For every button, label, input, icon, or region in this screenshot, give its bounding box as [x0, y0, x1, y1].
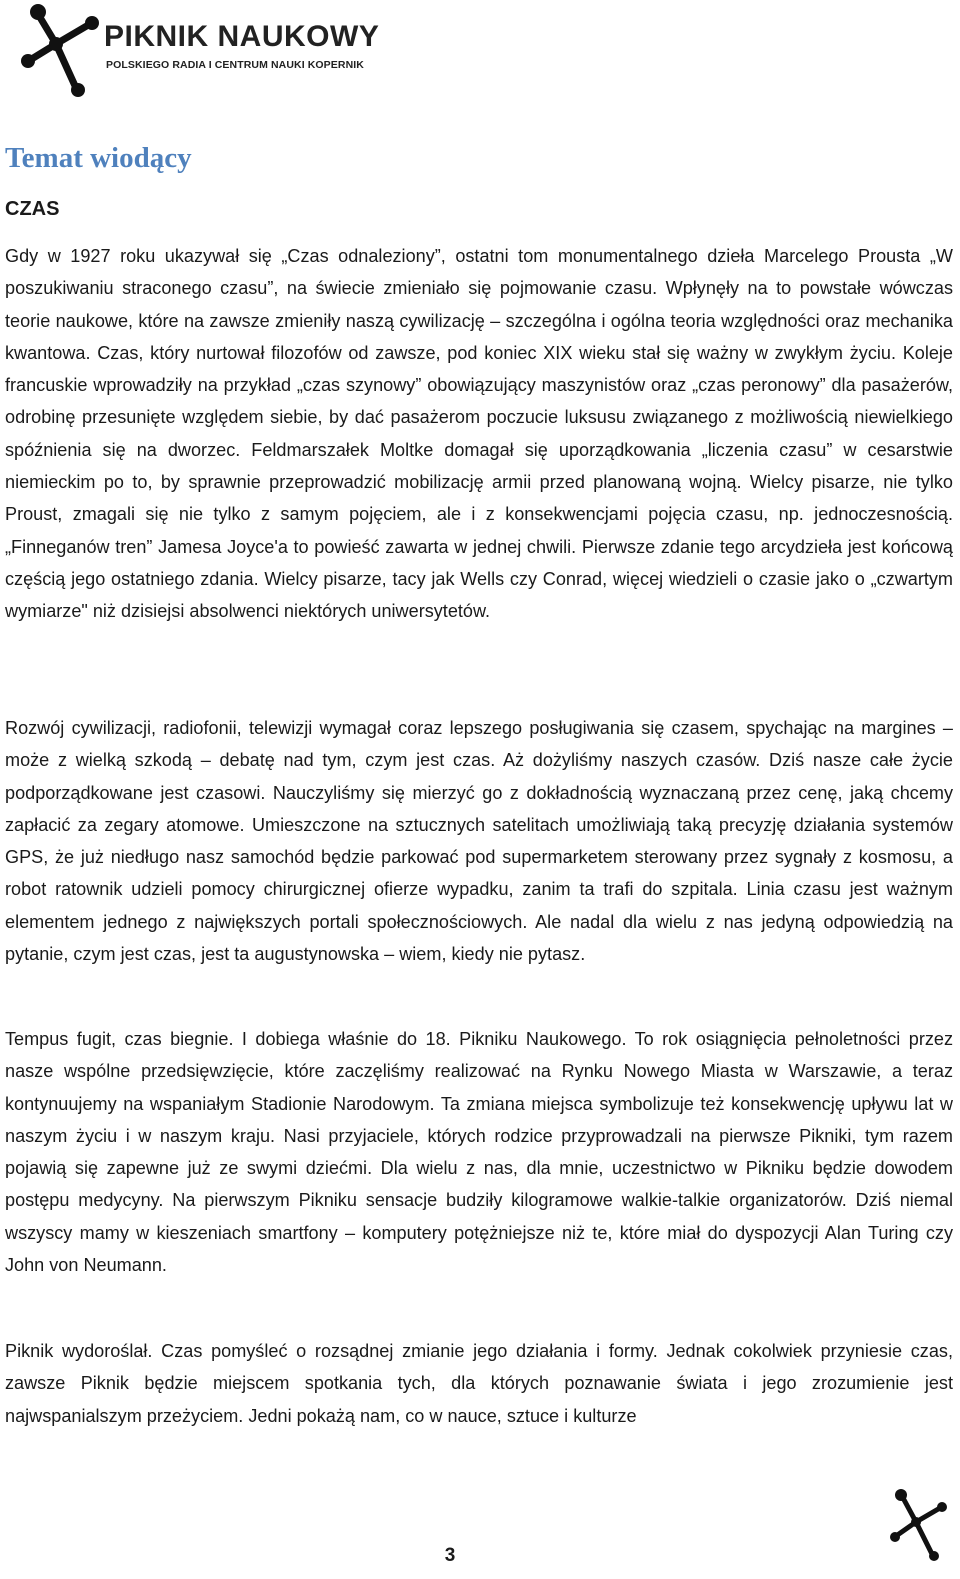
stick-figure-logo-icon	[18, 2, 104, 98]
body-paragraph: Gdy w 1927 roku ukazywał się „Czas odnaleziony”, ostatni tom monumentalnego dzieła Marcelego Prousta „W poszukiwaniu straconego czasu”, na świecie zmieniało się pojmowanie czasu. Wpłynęły na to powstałe wówczas teorie naukowe, które na zawsze zmieniły naszą cywilizację – szczególna i ogólna teoria względności oraz mechanika kwantowa. Czas, który nurtował filozofów od zawsze, pod koniec XIX wieku stał się ważny w zwykłym życiu. Koleje francuskie wprowadziły na przykład „czas szynowy” obowiązujący maszynistów oraz „czas peronowy” dla pasażerów, odrobinę przesunięte względem siebie, by dać pasażerom poczucie luksusu związanego z możliwością niewielkiego spóźnienia się na dworzec. Feldmarszałek Moltke domagał się uporządkowania „liczenia czasu” w cesarstwie niemieckim po to, by sprawnie przeprowadzić mobilizację armii przed planowaną wojną. Wielcy pisarze, nie tylko Proust, zmagali się nie tylko z samym pojęciem, ale i z konsekwencjami pojęcia czasu, np. jednoczesnością. „Finneganów tren” Jamesa Joyce'a to powieść zawarta w jednej chwili. Pierwsze zdanie tego arcydzieła jest końcową częścią jego ostatniego zdania. Wielcy pisarze, tacy jak Wells czy Conrad, więcej wiedzieli o czasie jako o „czwartym wymiarze" niż dzisiejsi absolwenci niektórych uniwersytetów.	[5, 246, 953, 622]
stick-figure-mascot-icon	[888, 1488, 950, 1562]
body-paragraph: Tempus fugit, czas biegnie. I dobiega właśnie do 18. Pikniku Naukowego. To rok osiągnięcia pełnoletności przez nasze wspólne przedsięwzięcie, które zaczęliśmy realizować na Rynku Nowego Miasta w Warszawie, a teraz kontynuujemy na wspaniałym Stadionie Narodowym. Ta zmiana miejsca symbolizuje też konsekwencję upływu lat w naszym życiu i w naszym kraju. Nasi przyjaciele, których rodzice przyprowadzali na pierwsze Pikniki, tym razem pojawią się zapewne już ze swymi dziećmi. Dla wielu z nas, dla mnie, uczestnictwo w Pikniku będzie dowodem postępu medycyny. Na pierwszym Pikniku sensacje budziły kilogramowe walkie-talkie organizatorów. Dziś niemal wszyscy mamy w kieszeniach smartfony – komputery potężniejsze niż te, które miał do dyspozycji Alan Turing czy John von Neumann.	[5, 1029, 953, 1276]
page-number: 3	[444, 1545, 456, 1566]
body-paragraph: Piknik wydoroślał. Czas pomyśleć o rozsądnej zmianie jego działania i formy. Jednak cokolwiek przyniesie czas, zawsze Piknik będzie miejscem spotkania tych, dla których poznawanie świata i jego zrozumienie jest najwspanialszym przeżyciem. Jedni pokażą nam, co w nauce, sztuce i kulturze	[5, 1341, 953, 1426]
logo-subtitle: POLSKIEGO RADIA I CENTRUM NAUKI KOPERNIK	[106, 59, 364, 71]
section-subheading: CZAS	[5, 198, 60, 220]
logo-title: PIKNIK NAUKOWY	[104, 20, 380, 53]
logo	[18, 2, 408, 98]
body-paragraph: Rozwój cywilizacji, radiofonii, telewizji wymagał coraz lepszego posługiwania się czasem, spychając na margines – może z wielką szkodą – debatę nad tym, czym jest czas. Aż dożyliśmy naszych czasów. Dziś nasze całe życie podporządkowane jest czasowi. Nauczyliśmy się mierzyć go z dokładnością wyznaczaną przez cenę, jaką chcemy zapłacić za zegary atomowe. Umieszczone na sztucznych satelitach umożliwiają taką precyzję działania systemów GPS, że już niedługo nasz samochód będzie parkować pod supermarketem sterowany przez sygnały z kosmosu, a robot ratownik udzieli pomocy chirurgicznej ofierze wypadku, zanim ta trafi do szpitala. Linia czasu jest ważnym elementem jednego z największych portali społecznościowych. Ale nadal dla wielu z nas jedyną odpowiedzią na pytanie, czym jest czas, jest ta augustynowska – wiem, kiedy nie pytasz.	[5, 718, 953, 965]
section-heading: Temat wiodący	[5, 142, 192, 174]
